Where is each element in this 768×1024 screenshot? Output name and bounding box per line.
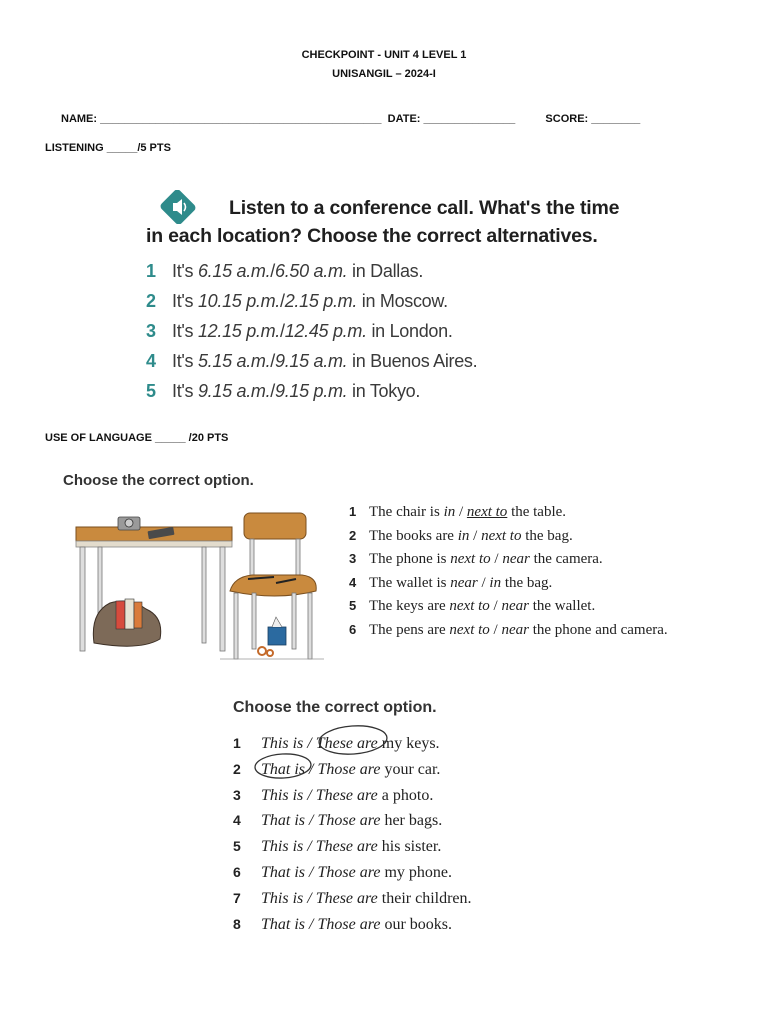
item-suffix: her bags. (380, 812, 443, 830)
option-separator: / (270, 351, 275, 371)
item-suffix: the bag. (521, 527, 573, 544)
item-prefix: The phone is (369, 551, 451, 568)
student-info-row (61, 113, 640, 125)
exam-title-line1: CHECKPOINT - UNIT 4 LEVEL 1 (301, 49, 467, 61)
item-number: 4 (146, 351, 156, 371)
speaker-icon (160, 190, 200, 224)
demonstrative-item (233, 783, 472, 809)
item-prefix: The keys are (369, 598, 450, 615)
option-b[interactable]: in (489, 574, 502, 591)
listening-instruction-line2: in each location? Choose the correct alternatives. (146, 225, 598, 247)
item-number: 1 (349, 504, 357, 519)
item-suffix: their children. (377, 889, 472, 907)
date-label: DATE: (387, 113, 421, 125)
option-a[interactable]: That is (261, 760, 306, 778)
option-separator: / (305, 812, 318, 830)
item-number: 3 (233, 786, 241, 803)
option-b[interactable]: next to (466, 504, 508, 520)
option-a[interactable]: This is (261, 889, 304, 907)
item-prefix: The books are (369, 527, 458, 544)
circled-answer-1-mark (315, 723, 390, 757)
option-separator: / (270, 381, 275, 401)
option-b[interactable]: 9.15 a.m. (275, 351, 348, 371)
item-suffix: the phone and camera. (528, 621, 668, 638)
name-label: NAME: (61, 113, 98, 125)
item-suffix: a photo. (377, 786, 434, 804)
option-separator: / (280, 321, 285, 341)
option-b[interactable]: Those are (317, 915, 381, 933)
item-suffix: in London. (366, 321, 453, 341)
item-suffix: in Moscow. (357, 291, 448, 311)
listening-instruction-line1: Listen to a conference call. What's the time (229, 197, 620, 219)
option-a[interactable]: This is (261, 735, 304, 752)
option-b[interactable]: These are (315, 735, 378, 752)
item-prefix: The pens are (369, 621, 450, 638)
score-label: SCORE: (545, 113, 589, 125)
option-b[interactable]: Those are (317, 863, 381, 881)
option-separator: / (490, 551, 503, 568)
exam-title-line2: UNISANGIL – 2024-I (332, 68, 436, 80)
option-separator: / (489, 598, 502, 615)
option-separator: / (305, 760, 318, 778)
option-b[interactable]: near (502, 551, 530, 568)
item-number: 5 (146, 381, 156, 401)
preposition-item (349, 571, 668, 595)
item-number: 1 (146, 261, 156, 281)
item-prefix: It's (172, 351, 198, 371)
item-number: 4 (233, 812, 241, 829)
option-a[interactable]: next to (449, 598, 490, 615)
demonstrative-item (233, 860, 472, 886)
option-separator: / (469, 527, 482, 544)
item-number: 6 (349, 621, 357, 637)
option-b[interactable]: These are (315, 838, 378, 856)
use-of-language-section-label: USE OF LANGUAGE _____ /20 PTS (45, 432, 229, 444)
option-a[interactable]: 10.15 p.m. (197, 291, 281, 311)
item-suffix: my phone. (380, 863, 452, 881)
listening-item (146, 316, 477, 346)
preposition-item (349, 594, 668, 618)
item-prefix: It's (172, 291, 198, 311)
option-separator: / (303, 735, 316, 752)
option-separator: / (303, 786, 316, 804)
option-b[interactable]: 9.15 p.m. (275, 381, 348, 401)
item-prefix: It's (172, 381, 198, 401)
option-a[interactable]: in (443, 504, 456, 520)
listening-section-label: LISTENING _____/5 PTS (45, 142, 171, 154)
option-a[interactable]: This is (261, 786, 304, 804)
section1-items (349, 500, 668, 642)
item-suffix: in Tokyo. (347, 381, 421, 401)
option-separator: / (305, 863, 318, 881)
section1-heading: Choose the correct option. (63, 472, 254, 489)
item-number: 5 (233, 838, 241, 855)
preposition-item (349, 547, 668, 571)
item-number: 1 (233, 735, 241, 751)
demonstrative-item (233, 886, 472, 912)
option-a[interactable]: 12.15 p.m. (197, 321, 281, 341)
item-prefix: The chair is (369, 504, 444, 520)
listening-item (146, 256, 477, 286)
item-suffix: the wallet. (528, 598, 596, 615)
option-separator: / (280, 291, 285, 311)
demonstrative-item (233, 808, 472, 834)
item-number: 3 (349, 551, 357, 567)
date-blank[interactable]: _______________ (423, 113, 516, 125)
option-b[interactable]: next to (481, 527, 522, 544)
item-number: 2 (349, 527, 357, 543)
option-a[interactable]: next to (449, 621, 490, 638)
option-b[interactable]: near (501, 621, 529, 638)
item-suffix: my keys. (377, 735, 440, 752)
item-suffix: the camera. (529, 551, 603, 568)
option-separator: / (455, 504, 467, 520)
demonstrative-item (233, 912, 472, 938)
item-number: 2 (146, 291, 156, 311)
item-prefix: It's (172, 321, 198, 341)
option-separator: / (305, 915, 318, 933)
option-b[interactable]: 6.50 a.m. (275, 261, 348, 281)
item-number: 8 (233, 915, 241, 932)
section2-heading: Choose the correct option. (233, 699, 437, 716)
option-b[interactable]: 12.45 p.m. (284, 321, 367, 341)
item-number: 4 (349, 574, 357, 590)
circled-answer-2-mark (254, 751, 314, 781)
option-separator: / (477, 574, 490, 591)
listening-items (146, 256, 477, 406)
option-separator: / (303, 889, 316, 907)
option-a[interactable]: 9.15 a.m. (197, 381, 271, 401)
preposition-item (349, 618, 668, 642)
item-suffix: in Buenos Aires. (347, 351, 478, 371)
score-blank[interactable]: ________ (591, 113, 641, 125)
name-blank[interactable]: ______________________________________________ (100, 113, 382, 125)
item-suffix: the bag. (501, 574, 553, 591)
option-b[interactable]: Those are (317, 760, 381, 778)
item-number: 7 (233, 889, 241, 906)
option-a[interactable]: in (457, 527, 470, 544)
item-number: 6 (233, 863, 241, 880)
option-a[interactable]: next to (450, 551, 491, 568)
option-a[interactable]: That is (261, 915, 306, 933)
option-b[interactable]: near (501, 598, 529, 615)
item-suffix: our books. (380, 915, 452, 933)
item-number: 2 (233, 760, 241, 777)
item-number: 5 (349, 598, 357, 614)
option-separator: / (270, 261, 275, 281)
item-suffix: the table. (507, 504, 567, 520)
preposition-item (349, 500, 668, 524)
item-prefix: The wallet is (369, 574, 451, 591)
option-b[interactable]: These are (315, 786, 378, 804)
listening-item (146, 376, 477, 406)
listening-item (146, 286, 477, 316)
item-suffix: his sister. (377, 838, 442, 856)
item-prefix: It's (172, 261, 198, 281)
option-separator: / (303, 838, 316, 856)
option-b[interactable]: 2.15 p.m. (284, 291, 358, 311)
option-a[interactable]: That is (261, 812, 306, 830)
option-a[interactable]: That is (261, 863, 306, 881)
option-a[interactable]: near (450, 574, 478, 591)
listening-item (146, 346, 477, 376)
option-separator: / (489, 621, 502, 638)
option-a[interactable]: 5.15 a.m. (197, 351, 271, 371)
option-b[interactable]: Those are (317, 812, 381, 830)
demonstrative-item (233, 834, 472, 860)
option-a[interactable]: This is (261, 838, 304, 856)
table-chair-illustration (70, 505, 330, 665)
option-b[interactable]: These are (315, 889, 378, 907)
option-a[interactable]: 6.15 a.m. (197, 261, 271, 281)
preposition-item (349, 524, 668, 548)
item-suffix: in Dallas. (347, 261, 424, 281)
item-suffix: your car. (380, 760, 441, 778)
item-number: 3 (146, 321, 156, 341)
